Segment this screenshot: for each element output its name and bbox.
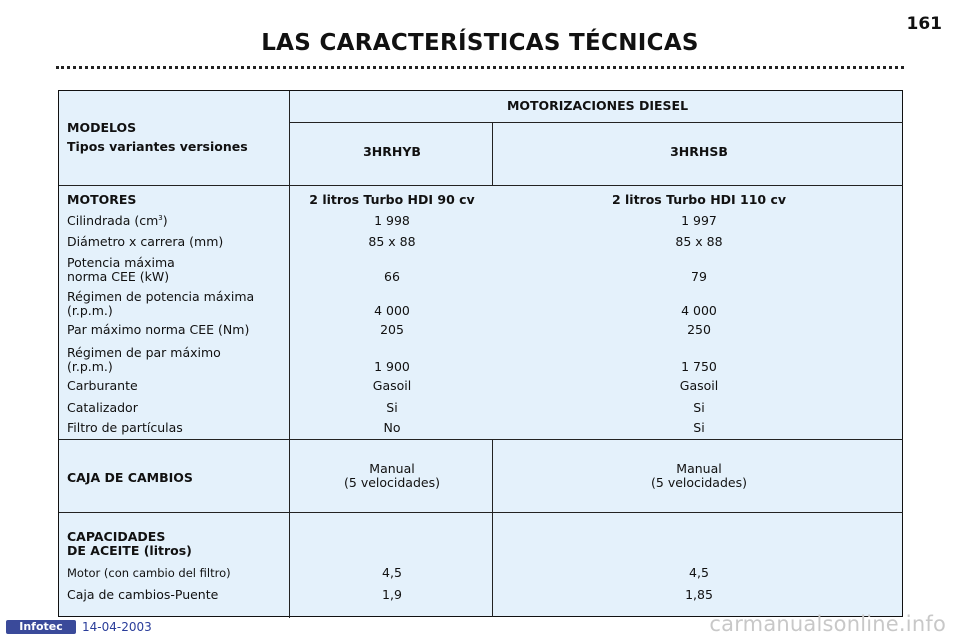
max-power-value-1: 66 bbox=[384, 269, 400, 284]
max-power-value-2: 79 bbox=[691, 269, 707, 284]
header-divider bbox=[289, 122, 903, 123]
engine-2-name: 2 litros Turbo HDI 110 cv bbox=[611, 192, 787, 207]
bore-stroke-value-1: 85 x 88 bbox=[368, 234, 416, 249]
engines-title: MOTORES bbox=[67, 192, 137, 207]
torque-rpm-value-2: 1 750 bbox=[681, 359, 717, 374]
fuel-label: Carburante bbox=[67, 378, 138, 393]
max-torque-value-1: 205 bbox=[380, 322, 404, 337]
diesel-engines-header: MOTORIZACIONES DIESEL bbox=[506, 98, 689, 113]
page-number: 161 bbox=[906, 14, 942, 34]
torque-rpm-label: Régimen de par máximo (r.p.m.) bbox=[67, 345, 221, 374]
column-divider-1 bbox=[289, 91, 290, 618]
page-title: LAS CARACTERÍSTICAS TÉCNICAS bbox=[261, 30, 699, 56]
fuel-value-1: Gasoil bbox=[372, 378, 412, 393]
catalyst-label: Catalizador bbox=[67, 400, 138, 415]
catalyst-value-2: Si bbox=[693, 400, 705, 415]
gearbox-value-1: Manual (5 velocidades) bbox=[344, 461, 440, 490]
max-power-label: Potencia máxima norma CEE (kW) bbox=[67, 255, 175, 284]
engine-oil-label: Motor (con cambio del filtro) bbox=[67, 566, 231, 580]
fuel-value-2: Gasoil bbox=[679, 378, 719, 393]
oil-capacities-title: CAPACIDADES DE ACEITE (litros) bbox=[67, 529, 192, 558]
engine-1-name: 2 litros Turbo HDI 90 cv bbox=[309, 192, 475, 207]
row-divider-header bbox=[59, 185, 903, 186]
power-rpm-value-1: 4 000 bbox=[374, 303, 410, 318]
infotec-logo-text: Infotec bbox=[19, 620, 63, 633]
catalyst-value-1: Si bbox=[386, 400, 398, 415]
gearbox-oil-label: Caja de cambios-Puente bbox=[67, 587, 219, 602]
max-torque-value-2: 250 bbox=[687, 322, 711, 337]
gearbox-oil-value-2: 1,85 bbox=[685, 587, 713, 602]
bore-stroke-label: Diámetro x carrera (mm) bbox=[67, 234, 224, 249]
gearbox-oil-value-1: 1,9 bbox=[382, 587, 402, 602]
displacement-label: Cilindrada $(cm^3)$ bbox=[67, 213, 168, 228]
power-rpm-value-2: 4 000 bbox=[681, 303, 717, 318]
displacement-value-1: 1 998 bbox=[374, 213, 410, 228]
particle-filter-label: Filtro de partículas bbox=[67, 420, 183, 435]
footer-date: 14-04-2003 bbox=[82, 620, 152, 634]
displacement-value-2: 1 997 bbox=[681, 213, 717, 228]
gearbox-title: CAJA DE CAMBIOS bbox=[67, 470, 193, 485]
particle-filter-value-2: Si bbox=[693, 420, 705, 435]
models-label: MODELOS bbox=[67, 120, 137, 135]
version-2-code: 3HRHSB bbox=[670, 144, 728, 159]
engine-oil-value-1: 4,5 bbox=[382, 565, 402, 580]
particle-filter-value-1: No bbox=[383, 420, 401, 435]
watermark: carmanualsonline.info bbox=[709, 612, 946, 636]
specifications-table bbox=[58, 90, 903, 617]
engine-oil-value-2: 4,5 bbox=[689, 565, 709, 580]
column-divider-2-lower bbox=[492, 439, 493, 617]
row-divider-gearbox bbox=[59, 512, 903, 513]
version-1-code: 3HRHYB bbox=[363, 144, 421, 159]
max-torque-label: Par máximo norma CEE (Nm) bbox=[67, 322, 250, 337]
power-rpm-label: Régimen de potencia máxima (r.p.m.) bbox=[67, 289, 255, 318]
column-divider-2 bbox=[492, 122, 493, 185]
torque-rpm-value-1: 1 900 bbox=[374, 359, 410, 374]
bore-stroke-value-2: 85 x 88 bbox=[675, 234, 723, 249]
variants-label: Tipos variantes versiones bbox=[67, 139, 248, 154]
infotec-logo bbox=[6, 620, 76, 634]
row-divider-engines bbox=[59, 439, 903, 440]
dotted-divider bbox=[56, 66, 904, 69]
gearbox-value-2: Manual (5 velocidades) bbox=[651, 461, 747, 490]
